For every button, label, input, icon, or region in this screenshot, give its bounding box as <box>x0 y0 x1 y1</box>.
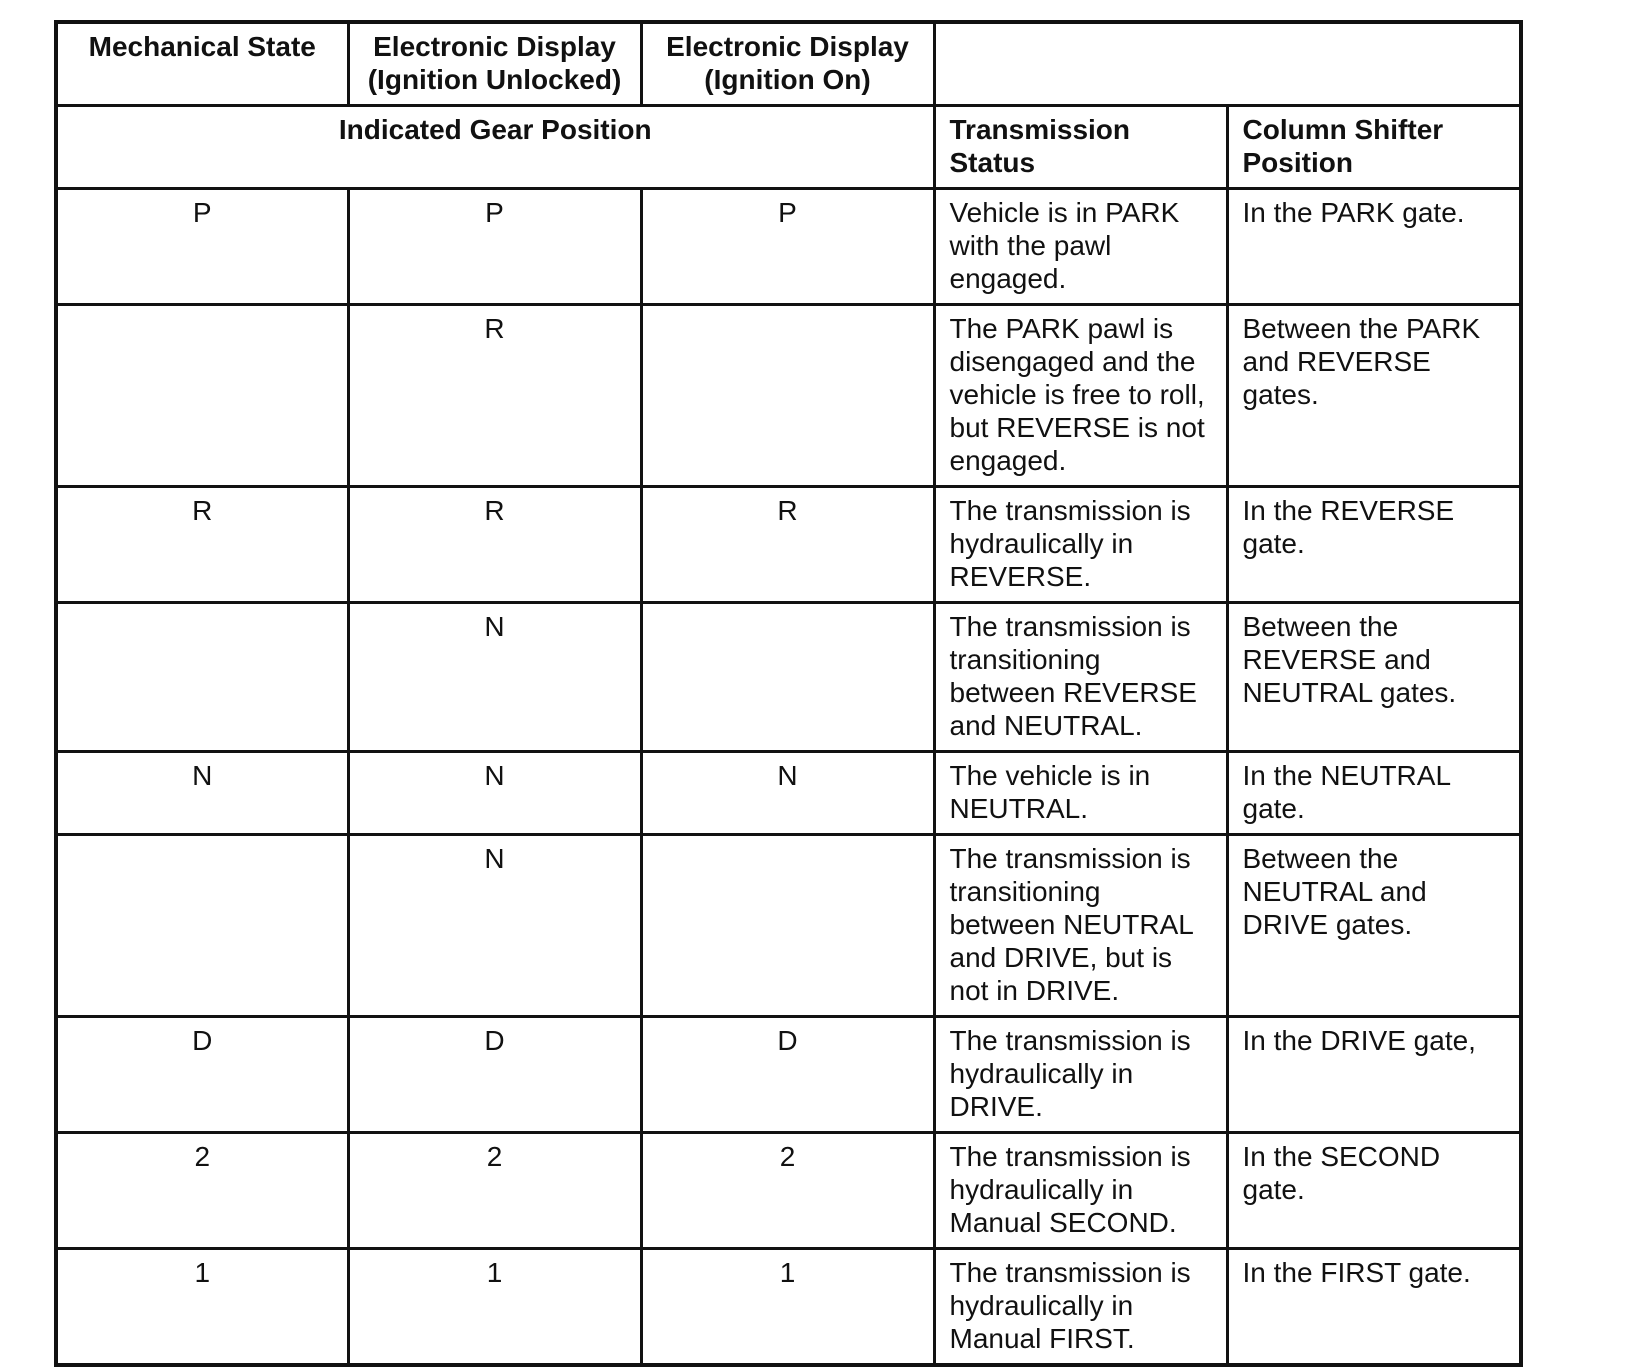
cell-transmission-status: The transmission is hydraulically in Manual FIRST. <box>934 1249 1227 1366</box>
cell-display-unlocked: N <box>348 835 641 1017</box>
cell-display-unlocked: P <box>348 189 641 305</box>
cell-shifter-position: In the DRIVE gate, <box>1227 1017 1521 1133</box>
cell-display-unlocked: 2 <box>348 1133 641 1249</box>
cell-display-unlocked: D <box>348 1017 641 1133</box>
cell-mechanical <box>56 305 348 487</box>
cell-display-on: N <box>641 752 934 835</box>
cell-display-unlocked: N <box>348 603 641 752</box>
cell-transmission-status: The transmission is transitioning between NEUTRAL and DRIVE, but is not in DRIVE. <box>934 835 1227 1017</box>
table-row <box>56 487 1521 603</box>
cell-shifter-position: In the FIRST gate. <box>1227 1249 1521 1366</box>
table-row <box>56 189 1521 305</box>
header-mechanical-state: Mechanical State <box>56 22 348 106</box>
cell-display-on: P <box>641 189 934 305</box>
header-display-on: Electronic Display (Ignition On) <box>641 22 934 106</box>
cell-shifter-position: In the SECOND gate. <box>1227 1133 1521 1249</box>
cell-display-unlocked: R <box>348 305 641 487</box>
cell-shifter-position: In the PARK gate. <box>1227 189 1521 305</box>
header-row <box>56 22 1521 106</box>
cell-mechanical: P <box>56 189 348 305</box>
cell-shifter-position: Between the NEUTRAL and DRIVE gates. <box>1227 835 1521 1017</box>
table-row <box>56 1133 1521 1249</box>
cell-transmission-status: The vehicle is in NEUTRAL. <box>934 752 1227 835</box>
cell-mechanical: 1 <box>56 1249 348 1366</box>
table-row <box>56 305 1521 487</box>
cell-display-on: 2 <box>641 1133 934 1249</box>
cell-display-on: R <box>641 487 934 603</box>
cell-mechanical: R <box>56 487 348 603</box>
cell-transmission-status: The transmission is hydraulically in Manual SECOND. <box>934 1133 1227 1249</box>
cell-transmission-status: The PARK pawl is disengaged and the vehicle is free to roll, but REVERSE is not engaged. <box>934 305 1227 487</box>
cell-transmission-status: The transmission is hydraulically in DRIVE. <box>934 1017 1227 1133</box>
subheader-row <box>56 106 1521 189</box>
cell-shifter-position: In the REVERSE gate. <box>1227 487 1521 603</box>
cell-transmission-status: Vehicle is in PARK with the pawl engaged. <box>934 189 1227 305</box>
cell-display-on: D <box>641 1017 934 1133</box>
cell-shifter-position: In the NEUTRAL gate. <box>1227 752 1521 835</box>
table-row <box>56 1249 1521 1366</box>
cell-shifter-position: Between the PARK and REVERSE gates. <box>1227 305 1521 487</box>
header-display-unlocked: Electronic Display (Ignition Unlocked) <box>348 22 641 106</box>
header-blank <box>934 22 1521 106</box>
cell-shifter-position: Between the REVERSE and NEUTRAL gates. <box>1227 603 1521 752</box>
cell-mechanical: D <box>56 1017 348 1133</box>
cell-display-on <box>641 835 934 1017</box>
table-row <box>56 752 1521 835</box>
table-row <box>56 1017 1521 1133</box>
header-transmission-status: Transmission Status <box>934 106 1227 189</box>
cell-mechanical <box>56 603 348 752</box>
cell-display-on <box>641 603 934 752</box>
header-indicated-gear-position: Indicated Gear Position <box>56 106 934 189</box>
cell-mechanical <box>56 835 348 1017</box>
gear-position-table <box>54 20 1523 1367</box>
cell-display-on: 1 <box>641 1249 934 1366</box>
cell-display-unlocked: N <box>348 752 641 835</box>
cell-transmission-status: The transmission is hydraulically in REVERSE. <box>934 487 1227 603</box>
table-row <box>56 835 1521 1017</box>
cell-display-on <box>641 305 934 487</box>
table-row <box>56 603 1521 752</box>
cell-display-unlocked: 1 <box>348 1249 641 1366</box>
cell-mechanical: 2 <box>56 1133 348 1249</box>
header-column-shifter-position: Column Shifter Position <box>1227 106 1521 189</box>
cell-mechanical: N <box>56 752 348 835</box>
cell-transmission-status: The transmission is transitioning between REVERSE and NEUTRAL. <box>934 603 1227 752</box>
cell-display-unlocked: R <box>348 487 641 603</box>
